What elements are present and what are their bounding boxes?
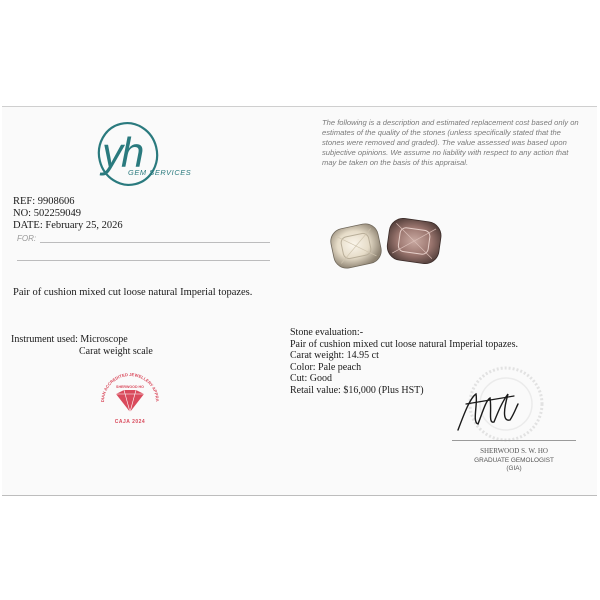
instrument-second: Carat weight scale [79,346,153,357]
ref-number: REF: 9908606 [13,196,75,207]
signer-name: SHERWOOD S. W. HO [480,447,548,455]
svg-text:CAJA 2024: CAJA 2024 [114,419,146,425]
yh-gem-services-logo [92,120,202,192]
svg-text:CANADIAN ACCREDITED JEWELLERY: DIAN ACCREDITED JEWELLERY APPRA [99,371,161,403]
svg-text:GEM SERVICES: GEM SERVICES [128,168,192,177]
evaluation-heading: Stone evaluation:- [290,327,364,338]
evaluation-summary: Pair of cushion mixed cut loose natural Imperial topazes. [290,338,518,350]
caja-seal [94,370,166,430]
signature-line [452,440,576,441]
appraisal-date: DATE: February 25, 2026 [13,220,123,231]
signer-institution: (GIA) [506,465,522,472]
carat-weight: Carat weight: 14.95 ct [290,350,379,362]
certificate-number: NO: 502259049 [13,208,81,219]
svg-text:SHERWOOD HO: SHERWOOD HO [116,385,144,389]
gemologist-stamp-signature [418,364,558,452]
for-underline [40,242,270,243]
stone-color: Color: Pale peach [290,361,362,373]
instrument-used: Instrument used: Microscope [11,334,128,345]
svg-text:yh: yh [102,129,143,176]
for-label: FOR: [17,234,37,243]
topaz-pair-photo [328,218,446,270]
item-description: Pair of cushion mixed cut loose natural Imperial topazes. [13,287,253,298]
retail-value: Retail value: $16,000 (Plus HST) [290,384,424,396]
disclaimer-text: The following is a description and estimated replacement cost based only on estimates of the quality of the stones (unless specifically stated that the stones were removed and graded). The value assessed was based upon subjective opinions. We assume no liability with respect to any action that may be taken on the basis of this appraisal. [322,118,579,167]
stone-cut: Cut: Good [290,373,332,385]
signer-credential [452,457,576,473]
signer-title: GRADUATE GEMOLOGIST [474,457,554,464]
blank-underline [17,260,270,261]
